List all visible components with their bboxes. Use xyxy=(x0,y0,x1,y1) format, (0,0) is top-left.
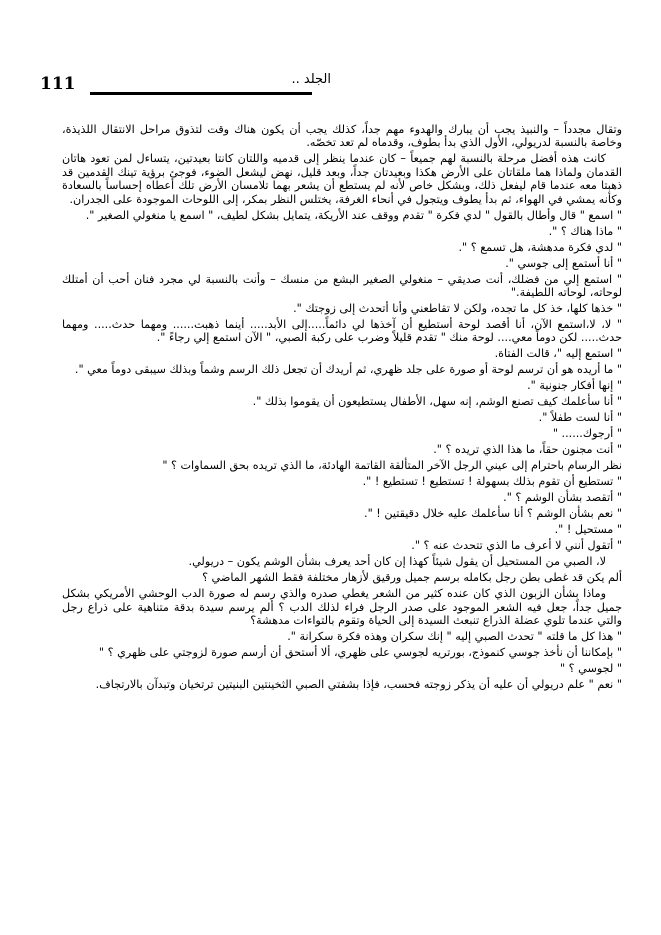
paragraph: " ما أريده هو أن ترسم لوحة أو صورة على جلد ظهري، ثم أريدك أن تجعل ذلك الرسم وشماً وبذلك سيبقى دوماً معي ". xyxy=(74,363,622,377)
paragraph: " استمع إلي من فضلك، أنت صديقي – منغولي الصغير البشع من منسك – وأنت بالنسبة لي مجرد فنان أحب أن أمتلك لوحاته، لوحاته اللطيفة." xyxy=(62,272,622,300)
paragraph: " لدي فكرة مدهشة، هل تسمع ؟ ". xyxy=(458,240,622,254)
paragraph: " أرجوك...... " xyxy=(552,427,622,441)
paragraph: " أتقصد بشأن الوشم ؟ ". xyxy=(503,491,622,505)
paragraph: " إنها أفكار جنونية ". xyxy=(527,379,622,393)
paragraph: " أنا لست طفلاً ". xyxy=(538,411,622,425)
paragraph: " استمع إليه "، قالت الفتاة. xyxy=(494,347,622,361)
page-header xyxy=(0,70,661,100)
paragraph: " لا، لا،استمع الآن، أنا أقصد لوحة أستطيع أن آخذها لي دائماً.....إلى الأبد..... أينما ذهبت...... ومهما حدث..... ومهما حدث..... لكن دوماً معي.... لوحة منك " تقدم قليلاً وضرب على ركبة الصبي، " الآن استمع إلي رجاءً ". xyxy=(62,318,622,345)
paragraph: ألم يكن قد غطى بطن رجل بكامله برسم جميل ورقيق لأزهار مختلفة فقط الشهر الماضي ؟ xyxy=(202,571,622,585)
paragraph: " اسمع " قال وأطال بالقول " لدي فكرة " تقدم ووقف عند الأريكة، يتمايل بشكل لطيف، " اسمع يا منغولي الصغير ". xyxy=(85,208,622,222)
paragraph: " نعم " علم دريولي أن عليه أن يذكر زوجته فحسب، فإذا بشفتي الصبي الثخينتين البنيتين ترتخيان وتبدآن بالارتجاف. xyxy=(95,678,622,692)
paragraph: " أنا سأعلمك كيف تصنع الوشم، إنه سهل، الأطفال يستطيعون أن يقوموا بذلك ". xyxy=(252,395,622,409)
paragraph: لا، الصبي من المستحيل أن يقول شيئاً كهذا إن كان أحد يعرف بشأن الوشم يكون – دريولي. xyxy=(188,555,606,569)
paragraph: " أتقول أنني لا أعرف ما الذي تتحدث عنه ؟ ". xyxy=(411,539,622,553)
paragraph: " هذا كل ما قلته " تحدث الصبي إليه " إنك سكران وهذه فكرة سكرانة ". xyxy=(287,630,622,644)
header-rule xyxy=(90,92,312,95)
paragraph: وتقال مجدداً – والنبيذ يجب أن يبارك والهدوء مهم جداً، كذلك يجب أن يكون هناك وقت لتذوق مراحل الانتقال اللذيذة، وخاصة بالنسبة لدريولي، الأول الذي بدأ بطوف، وقدماه لم تعد تخصّه. xyxy=(62,123,622,150)
paragraph: " بإمكاننا أن نأخذ جوسي كنموذج، بورتريه لجوسي على ظهري، ألا أستحق أن أرسم صورة لزوجتي على ظهري ؟ " xyxy=(98,646,622,660)
paragraph: " لجوسي ؟ " xyxy=(559,662,622,676)
paragraph: نظر الرسام باحترام إلى عيني الرجل الآخر المتألقة القاتمة الهادئة، ما الذي تريده بحق السماوات ؟ " xyxy=(162,459,622,473)
page-number: 111 xyxy=(40,74,76,94)
paragraph: كانت هذه أفضل مرحلة بالنسبة لهم جميعاً – كان عندما ينظر إلى قدميه واللتان كانتا بعيدتين، يتساءل لمن تعود هاتان القدمان ولماذا هما ملقاتان على الأرض هكذا وبعيدتان جداً، وبعد قليل، نهض ليشعل الضوء، فوجئ برؤية تينك القدمين قد ذهبتا معه عندما قام ليفعل ذلك، وبشكل خاص لأنه لم يستطع أن يشعر بهما تلامسان الأرض تلك أعطاه إحساساً بالسعادة وكأنه يمشي في الهواء، ثم بدأ يطوف ويتجول في أنحاء الغرفة، يختلس النظر بمكر، إلى اللوحات الموجودة على الجدران. xyxy=(62,152,622,206)
paragraph: " خذها كلها، خذ كل ما تجده، ولكن لا تقاطعني وأنا أتحدث إلى زوجتك ". xyxy=(293,302,622,316)
paragraph: " أنا أستمع إلى جوسي ". xyxy=(505,256,622,270)
paragraph: " مستحيل ! ". xyxy=(554,523,622,537)
running-title: الجلد .. xyxy=(291,72,331,87)
paragraph: " نعم بشأن الوشم ؟ أنا سأعلمك عليه خلال دقيقتين ! ". xyxy=(364,507,622,521)
body-text xyxy=(62,123,622,694)
paragraph: وماذا بشأن الزبون الذي كان عنده كثير من الشعر يغطي صدره والذي رسم له صورة الدب الوحشي الأمريكي بشكل جميل جداً، جعل فيه الشعر الموجود على صدر الرجل فراء لذلك الدب ؟ ألم يرسم سيدة بدقة متناهية على ذراع رجل والتي عندما تلوي عضلة الذراع تنبعث السيدة إلى الحياة وتقوم بالتواءات مدهشة؟ xyxy=(62,587,622,628)
paragraph: " أنت مجنون حقاً، ما هذا الذي تريده ؟ ". xyxy=(433,443,622,457)
paragraph: " ماذا هناك ؟ ". xyxy=(548,224,622,238)
paragraph: " تستطيع أن تقوم بذلك بسهولة ! تستطيع ! تستطيع ! ". xyxy=(362,475,622,489)
